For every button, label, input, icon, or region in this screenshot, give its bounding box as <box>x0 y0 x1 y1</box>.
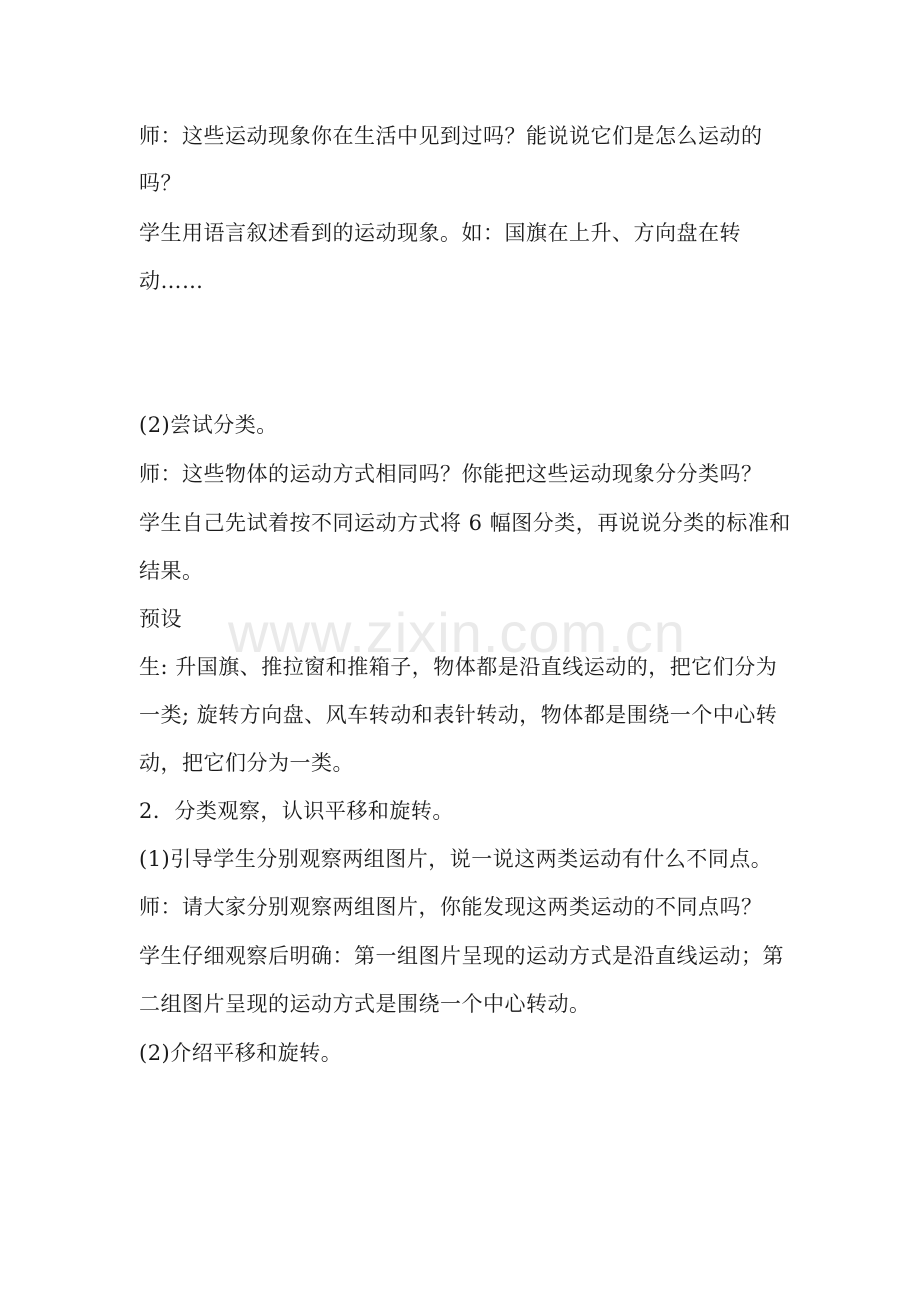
text-line: 动…… <box>139 269 204 293</box>
text-line: 师：这些物体的运动方式相同吗？你能把这些运动现象分分类吗？ <box>139 462 763 486</box>
text-line: 动，把它们分为一类。 <box>139 751 354 775</box>
text-line: 吗？ <box>139 171 182 195</box>
text-line: (1)引导学生分别观察两组图片，说一说这两类运动有什么不同点。 <box>139 847 773 871</box>
text-line: 二组图片呈现的运动方式是围绕一个中心转动。 <box>139 992 591 1016</box>
text-line: (2)介绍平移和旋转。 <box>139 1041 343 1065</box>
text-line: 学生仔细观察后明确：第一组图片呈现的运动方式是沿直线运动；第 <box>139 944 784 968</box>
text-line: 2．分类观察，认识平移和旋转。 <box>139 799 454 823</box>
text-line: 预设 <box>139 607 182 631</box>
text-line: 师：请大家分别观察两组图片，你能发现这两类运动的不同点吗？ <box>139 895 763 919</box>
text-line: 生: 升国旗、推拉窗和推箱子，物体都是沿直线运动的，把它们分为 <box>139 655 778 679</box>
watermark-text: www.zixin.com.cn <box>228 601 686 664</box>
text-line: 一类; 旋转方向盘、风车转动和表针转动，物体都是围绕一个中心转 <box>139 703 778 727</box>
text-line: 学生自己先试着按不同运动方式将 6 幅图分类，再说说分类的标准和 <box>139 511 791 535</box>
text-line: 学生用语言叙述看到的运动现象。如：国旗在上升、方向盘在转 <box>139 221 741 245</box>
text-line: 师：这些运动现象你在生活中见到过吗？能说说它们是怎么运动的 <box>139 124 763 148</box>
text-line: 结果。 <box>139 559 204 583</box>
text-line: (2)尝试分类。 <box>139 413 278 437</box>
